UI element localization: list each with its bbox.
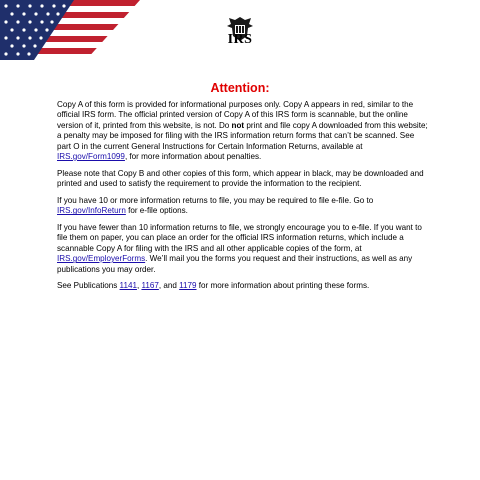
not-emphasis: not	[231, 120, 245, 130]
attention-title: Attention:	[210, 81, 270, 95]
attention-content	[57, 100, 429, 298]
link-employerforms[interactable]: IRS.gov/EmployerForms	[57, 254, 146, 264]
paragraph-publications: See Publications 1141, 1167, and 1179 for more information about printing these forms.	[57, 281, 370, 291]
paragraph-copy-b: Please note that Copy B and other copies of this form, which appear in black, may be downloaded and printed and used to satisfy the requirement to provide the information to the recipient.	[57, 168, 424, 189]
paragraph-paper-order: If you have fewer than 10 information returns to file, we strongly encourage you to e-file. If you want to file them on paper, you can place an order for the official IRS information returns, which include a scannable Copy A for filing with the IRS and all other applicable copies of the form, at IRS.gov/EmployerForms. We’ll mail you the forms you request and their instructions, as well as any publications you may order.	[57, 222, 422, 274]
paragraph-efile-required: If you have 10 or more information returns to file, you may be required to file e-file. Go to IRS.gov/InfoReturn for e-file options.	[57, 195, 374, 216]
link-pub-1167[interactable]: 1167	[141, 281, 159, 291]
irs-logo-text: IRS	[227, 32, 253, 47]
us-flag-icon	[0, 0, 140, 60]
link-form1099[interactable]: IRS.gov/Form1099	[57, 152, 125, 162]
link-inforeturn[interactable]: IRS.gov/InfoReturn	[57, 206, 126, 216]
paragraph-copy-a: Copy A of this form is provided for informational purposes only. Copy A appears in red, similar to the official IRS form. The official printed version of Copy A of this IRS form is scannable, but the online version of it, printed from this website, is not. Do not print and file copy A downloaded from this website; a penalty may be imposed for filing with the IRS information return forms that can’t be scanned. See part O in the current General Instructions for Certain Information Returns, available at IRS.gov/Form1099, for more information about penalties.	[57, 100, 428, 162]
link-pub-1141[interactable]: 1141	[119, 281, 137, 291]
link-pub-1179[interactable]: 1179	[179, 281, 197, 291]
